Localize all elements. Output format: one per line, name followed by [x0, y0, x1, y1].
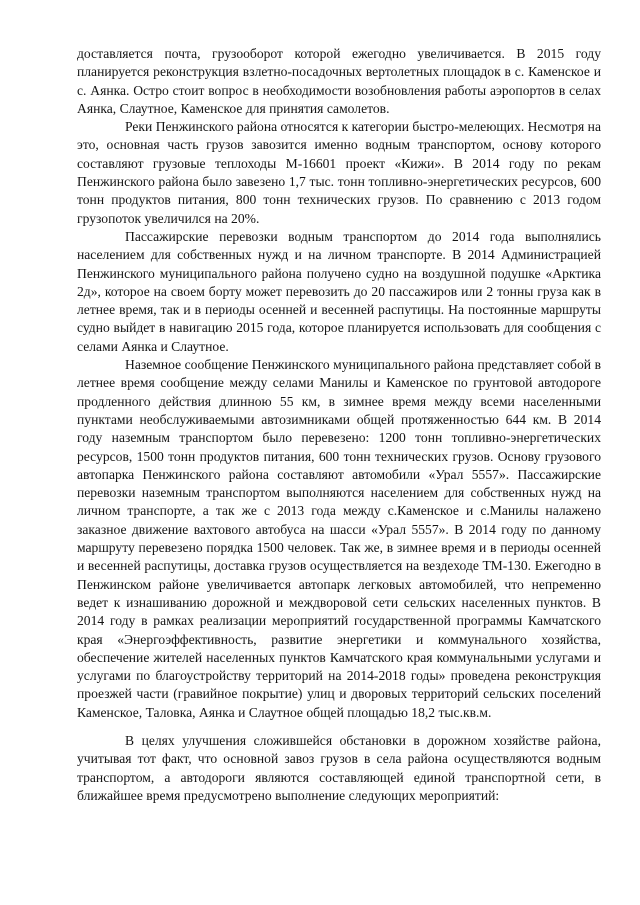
paragraph-river-transport: Реки Пенжинского района относятся к категории быстро-мелеющих. Несмотря на это, основная часть грузов завозится именно водным транспортом, основу которого составляют грузовые теплоходы М-16601 проект «Кижи». В 2014 году по рекам Пенжинского района было завезено 1,7 тыс. тонн топливно-энергетических ресурсов, 600 тонн продуктов питания, 800 тонн технических грузов. По сравнению с 2013 годом грузопоток увеличился на 20%.: [77, 119, 601, 226]
paragraph-air-transport: доставляется почта, грузооборот которой ежегодно увеличивается. В 2015 году планируется реконструкция взлетно-посадочных вертолетных площадок в с. Каменское и с. Аянка. Остро стоит вопрос в необходимости возобновления работы аэропортов в селах Аянка, Слаутное, Каменское для принятия самолетов.: [77, 46, 601, 116]
paragraph-road-measures: В целях улучшения сложившейся обстановки в дорожном хозяйстве района, учитывая тот факт, что основной завоз грузов в села района осуществляются водным транспортом, а автодороги являются составляющей единой транспортной сети, в ближайшее время предусмотрено выполнение следующих мероприятий:: [77, 732, 601, 803]
document-page: [77, 45, 601, 805]
paragraph-ground-transport: Наземное сообщение Пенжинского муниципального района представляет собой в летнее время сообщение между селами Манилы и Каменское по грунтовой автодороге продленного действия длинною 55 км, в зимнее время между всеми населенными пунктами необслуживаемыми автозимниками общей протяженностью 644 км. В 2014 году наземным транспортом было перевезено: 1200 тонн топливно-энергетических ресурсов, 1500 тонн продуктов питания, 600 тонн технических грузов. Основу грузового автопарка Пенжинского района составляют автомобили «Урал 5557». Пассажирские перевозки наземным транспортом выполняются населением для собственных нужд на личном транспорте, а так же с 2013 года между с.Каменское и с.Манилы налажено заказное движение вахтового автобуса на шасси «Урал 5557». В 2014 году по данному маршруту перевезено порядка 1500 человек. Так же, в зимнее время и в периоды осенней и весенней распутицы, доставка грузов осуществляется на вездеходе ТМ-130. Ежегодно в Пенжинском районе увеличивается автопарк легковых автомобилей, что непременно ведет к изнашиванию дорожной и междворовой сети сельских населенных пунктов. В 2014 году в рамках реализации мероприятий государственной программы Камчатского края «Энергоэффективность, развитие энергетики и коммунального хозяйства, обеспечение жителей населенных пунктов Камчатского края коммунальными услугами и услугами по благоустройству территорий на 2014-2018 годы» проведена реконструкция проезжей части (гравийное покрытие) улиц и дворовых территорий сельских поселений Каменское, Таловка, Аянка и Слаутное общей площадью 18,2 тыс.кв.м.: [77, 357, 601, 720]
paragraph-passenger-water-transport: Пассажирские перевозки водным транспортом до 2014 года выполнялись населением для собственных нужд и на личном транспорте. В 2014 Администрацией Пенжинского муниципального района получено судно на воздушной подушке «Арктика 2д», которое на своем борту может перевозить до 20 пассажиров или 2 тонны груза как в летнее время, так и в периоды осенней и весенней распутицы. На постоянные маршруты судно выйдет в навигацию 2015 года, которое планируется использовать для сообщения с селами Аянка и Слаутное.: [77, 228, 601, 354]
